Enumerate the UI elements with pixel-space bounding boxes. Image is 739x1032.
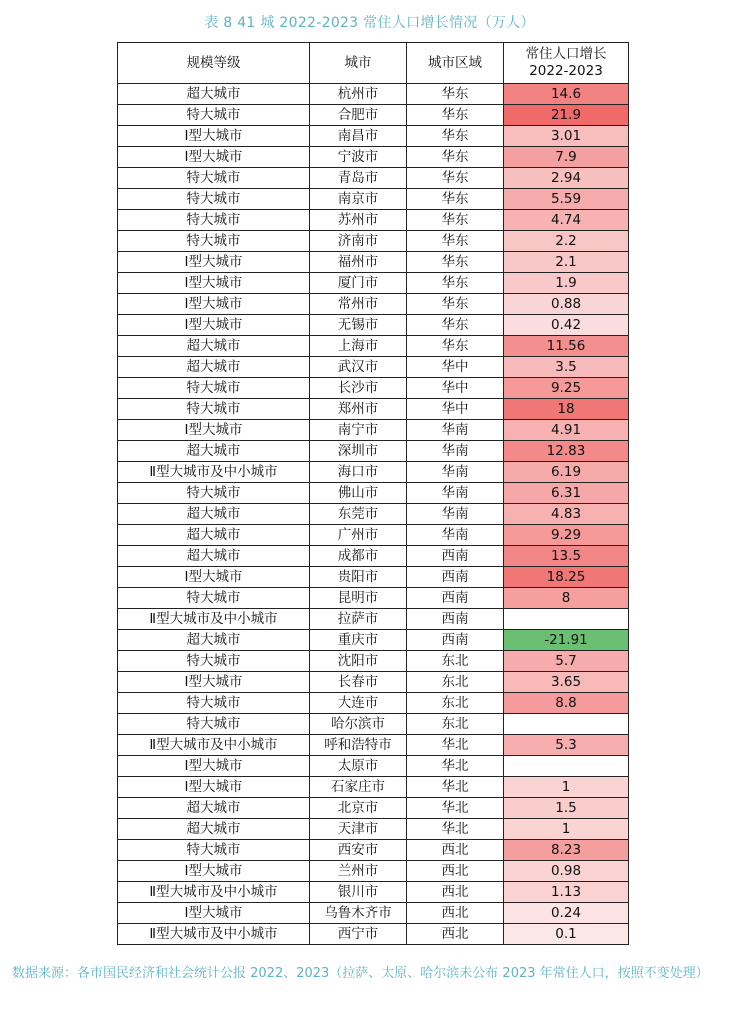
growth-cell: 2.1 — [504, 252, 629, 273]
growth-cell — [504, 714, 629, 735]
tier-cell: Ⅱ型大城市及中小城市 — [118, 609, 310, 630]
growth-cell: 0.1 — [504, 924, 629, 945]
city-cell: 常州市 — [310, 294, 407, 315]
tier-cell: 超大城市 — [118, 84, 310, 105]
growth-cell: 1 — [504, 819, 629, 840]
tier-cell: 特大城市 — [118, 399, 310, 420]
tier-cell: Ⅰ型大城市 — [118, 315, 310, 336]
growth-cell: 6.19 — [504, 462, 629, 483]
growth-cell: 5.7 — [504, 651, 629, 672]
tier-cell: 超大城市 — [118, 630, 310, 651]
table-row — [118, 336, 629, 357]
growth-cell: 3.01 — [504, 126, 629, 147]
city-cell: 沈阳市 — [310, 651, 407, 672]
growth-cell: 8.23 — [504, 840, 629, 861]
table-row — [118, 756, 629, 777]
table-row — [118, 924, 629, 945]
tier-cell: Ⅰ型大城市 — [118, 147, 310, 168]
table-row — [118, 210, 629, 231]
tier-cell: 特大城市 — [118, 210, 310, 231]
region-cell: 西北 — [407, 924, 504, 945]
city-cell: 无锡市 — [310, 315, 407, 336]
growth-cell: 18 — [504, 399, 629, 420]
city-cell: 苏州市 — [310, 210, 407, 231]
city-cell: 济南市 — [310, 231, 407, 252]
region-cell: 华东 — [407, 210, 504, 231]
table-row — [118, 840, 629, 861]
growth-cell: 0.24 — [504, 903, 629, 924]
city-cell: 兰州市 — [310, 861, 407, 882]
header-growth-line2: 2022-2023 — [529, 63, 603, 79]
table-row — [118, 294, 629, 315]
tier-cell: 特大城市 — [118, 693, 310, 714]
table-row — [118, 441, 629, 462]
region-cell: 华北 — [407, 798, 504, 819]
region-cell: 华南 — [407, 504, 504, 525]
tier-cell: 特大城市 — [118, 588, 310, 609]
tier-cell: 超大城市 — [118, 336, 310, 357]
region-cell: 华北 — [407, 735, 504, 756]
tier-cell: Ⅰ型大城市 — [118, 903, 310, 924]
tier-cell: Ⅱ型大城市及中小城市 — [118, 462, 310, 483]
city-cell: 呼和浩特市 — [310, 735, 407, 756]
table-row — [118, 378, 629, 399]
growth-cell: 11.56 — [504, 336, 629, 357]
table-row — [118, 252, 629, 273]
table-row — [118, 714, 629, 735]
growth-cell: 9.29 — [504, 525, 629, 546]
table-row — [118, 399, 629, 420]
growth-cell: 5.3 — [504, 735, 629, 756]
city-cell: 青岛市 — [310, 168, 407, 189]
city-cell: 北京市 — [310, 798, 407, 819]
tier-cell: 特大城市 — [118, 231, 310, 252]
region-cell: 华北 — [407, 819, 504, 840]
region-cell: 华东 — [407, 315, 504, 336]
city-cell: 乌鲁木齐市 — [310, 903, 407, 924]
growth-cell: 0.88 — [504, 294, 629, 315]
table-row — [118, 462, 629, 483]
tier-cell: 超大城市 — [118, 504, 310, 525]
header-tier: 规模等级 — [118, 43, 310, 84]
population-growth-table — [117, 42, 629, 945]
tier-cell: Ⅰ型大城市 — [118, 756, 310, 777]
table-row — [118, 567, 629, 588]
region-cell: 华东 — [407, 126, 504, 147]
growth-cell: 1.13 — [504, 882, 629, 903]
city-cell: 上海市 — [310, 336, 407, 357]
growth-cell: 1.9 — [504, 273, 629, 294]
table-row — [118, 672, 629, 693]
table-row — [118, 861, 629, 882]
region-cell: 东北 — [407, 693, 504, 714]
tier-cell: Ⅰ型大城市 — [118, 672, 310, 693]
city-cell: 宁波市 — [310, 147, 407, 168]
city-cell: 海口市 — [310, 462, 407, 483]
tier-cell: 特大城市 — [118, 651, 310, 672]
region-cell: 华中 — [407, 357, 504, 378]
city-cell: 哈尔滨市 — [310, 714, 407, 735]
table-row — [118, 588, 629, 609]
region-cell: 华南 — [407, 483, 504, 504]
growth-cell: 0.98 — [504, 861, 629, 882]
tier-cell: Ⅱ型大城市及中小城市 — [118, 735, 310, 756]
region-cell: 华东 — [407, 231, 504, 252]
city-cell: 石家庄市 — [310, 777, 407, 798]
growth-cell: 6.31 — [504, 483, 629, 504]
region-cell: 华东 — [407, 147, 504, 168]
city-cell: 银川市 — [310, 882, 407, 903]
region-cell: 西南 — [407, 546, 504, 567]
growth-cell: 1.5 — [504, 798, 629, 819]
region-cell: 西南 — [407, 630, 504, 651]
tier-cell: Ⅰ型大城市 — [118, 567, 310, 588]
table-header — [118, 43, 629, 84]
growth-cell: 0.42 — [504, 315, 629, 336]
table-row — [118, 147, 629, 168]
region-cell: 华东 — [407, 105, 504, 126]
tier-cell: 超大城市 — [118, 798, 310, 819]
tier-cell: 特大城市 — [118, 378, 310, 399]
tier-cell: Ⅰ型大城市 — [118, 294, 310, 315]
region-cell: 西北 — [407, 861, 504, 882]
city-cell: 昆明市 — [310, 588, 407, 609]
growth-cell: 14.6 — [504, 84, 629, 105]
table-row — [118, 525, 629, 546]
tier-cell: 超大城市 — [118, 441, 310, 462]
table-title: 表 8 41 城 2022-2023 常住人口增长情况（万人） — [204, 15, 535, 31]
table-row — [118, 882, 629, 903]
table-row — [118, 903, 629, 924]
city-cell: 大连市 — [310, 693, 407, 714]
city-cell: 西安市 — [310, 840, 407, 861]
region-cell: 东北 — [407, 714, 504, 735]
growth-cell: 1 — [504, 777, 629, 798]
region-cell: 华南 — [407, 441, 504, 462]
tier-cell: Ⅱ型大城市及中小城市 — [118, 924, 310, 945]
region-cell: 东北 — [407, 672, 504, 693]
growth-cell: 3.65 — [504, 672, 629, 693]
table-row — [118, 777, 629, 798]
table-row — [118, 357, 629, 378]
table-row — [118, 546, 629, 567]
tier-cell: 超大城市 — [118, 819, 310, 840]
growth-cell — [504, 609, 629, 630]
city-cell: 东莞市 — [310, 504, 407, 525]
growth-cell: 21.9 — [504, 105, 629, 126]
city-cell: 福州市 — [310, 252, 407, 273]
table-row — [118, 798, 629, 819]
growth-cell: -21.91 — [504, 630, 629, 651]
growth-cell: 2.94 — [504, 168, 629, 189]
growth-cell — [504, 756, 629, 777]
tier-cell: 特大城市 — [118, 105, 310, 126]
region-cell: 华南 — [407, 420, 504, 441]
tier-cell: 超大城市 — [118, 525, 310, 546]
city-cell: 长沙市 — [310, 378, 407, 399]
tier-cell: 超大城市 — [118, 546, 310, 567]
city-cell: 长春市 — [310, 672, 407, 693]
city-cell: 西宁市 — [310, 924, 407, 945]
table-row — [118, 231, 629, 252]
city-cell: 成都市 — [310, 546, 407, 567]
region-cell: 华东 — [407, 294, 504, 315]
table-row — [118, 168, 629, 189]
city-cell: 厦门市 — [310, 273, 407, 294]
growth-cell: 4.83 — [504, 504, 629, 525]
header-region: 城市区域 — [407, 43, 504, 84]
table-row — [118, 651, 629, 672]
region-cell: 华南 — [407, 462, 504, 483]
region-cell: 华北 — [407, 777, 504, 798]
tier-cell: Ⅰ型大城市 — [118, 420, 310, 441]
growth-cell: 4.74 — [504, 210, 629, 231]
region-cell: 华中 — [407, 399, 504, 420]
region-cell: 西北 — [407, 840, 504, 861]
growth-cell: 18.25 — [504, 567, 629, 588]
tier-cell: 超大城市 — [118, 357, 310, 378]
table-row — [118, 105, 629, 126]
city-cell: 南京市 — [310, 189, 407, 210]
tier-cell: 特大城市 — [118, 189, 310, 210]
city-cell: 贵阳市 — [310, 567, 407, 588]
table-row — [118, 420, 629, 441]
region-cell: 华东 — [407, 189, 504, 210]
tier-cell: Ⅰ型大城市 — [118, 273, 310, 294]
region-cell: 西北 — [407, 903, 504, 924]
region-cell: 华东 — [407, 336, 504, 357]
table-row — [118, 693, 629, 714]
growth-cell: 8 — [504, 588, 629, 609]
city-cell: 郑州市 — [310, 399, 407, 420]
tier-cell: Ⅱ型大城市及中小城市 — [118, 882, 310, 903]
region-cell: 华东 — [407, 273, 504, 294]
city-cell: 拉萨市 — [310, 609, 407, 630]
city-cell: 重庆市 — [310, 630, 407, 651]
city-cell: 南宁市 — [310, 420, 407, 441]
source-note: 数据来源：各市国民经济和社会统计公报 2022、2023（拉萨、太原、哈尔滨未公布 2023 年常住人口，按照不变处理） — [12, 966, 709, 981]
region-cell: 东北 — [407, 651, 504, 672]
city-cell: 深圳市 — [310, 441, 407, 462]
region-cell: 华北 — [407, 756, 504, 777]
header-growth — [504, 43, 629, 84]
city-cell: 太原市 — [310, 756, 407, 777]
table-row — [118, 273, 629, 294]
region-cell: 华南 — [407, 525, 504, 546]
city-cell: 杭州市 — [310, 84, 407, 105]
growth-cell: 12.83 — [504, 441, 629, 462]
table-row — [118, 504, 629, 525]
region-cell: 华东 — [407, 168, 504, 189]
growth-cell: 9.25 — [504, 378, 629, 399]
region-cell: 西南 — [407, 567, 504, 588]
table-row — [118, 315, 629, 336]
table-row — [118, 126, 629, 147]
header-city: 城市 — [310, 43, 407, 84]
header-growth-line1: 常住人口增长 — [525, 46, 607, 62]
tier-cell: 特大城市 — [118, 483, 310, 504]
region-cell: 华东 — [407, 84, 504, 105]
growth-cell: 13.5 — [504, 546, 629, 567]
table-row — [118, 609, 629, 630]
growth-cell: 2.2 — [504, 231, 629, 252]
city-cell: 合肥市 — [310, 105, 407, 126]
growth-cell: 8.8 — [504, 693, 629, 714]
growth-cell: 5.59 — [504, 189, 629, 210]
region-cell: 西南 — [407, 588, 504, 609]
tier-cell: 特大城市 — [118, 714, 310, 735]
city-cell: 天津市 — [310, 819, 407, 840]
table-row — [118, 735, 629, 756]
growth-cell: 3.5 — [504, 357, 629, 378]
region-cell: 西北 — [407, 882, 504, 903]
tier-cell: 特大城市 — [118, 840, 310, 861]
tier-cell: 特大城市 — [118, 168, 310, 189]
table-row — [118, 84, 629, 105]
city-cell: 广州市 — [310, 525, 407, 546]
region-cell: 西南 — [407, 609, 504, 630]
city-cell: 南昌市 — [310, 126, 407, 147]
tier-cell: Ⅰ型大城市 — [118, 861, 310, 882]
table-row — [118, 630, 629, 651]
growth-cell: 7.9 — [504, 147, 629, 168]
region-cell: 华中 — [407, 378, 504, 399]
city-cell: 佛山市 — [310, 483, 407, 504]
table-body — [118, 84, 629, 945]
table-row — [118, 189, 629, 210]
tier-cell: Ⅰ型大城市 — [118, 252, 310, 273]
tier-cell: Ⅰ型大城市 — [118, 777, 310, 798]
region-cell: 华东 — [407, 252, 504, 273]
table-row — [118, 483, 629, 504]
city-cell: 武汉市 — [310, 357, 407, 378]
table-row — [118, 819, 629, 840]
tier-cell: Ⅰ型大城市 — [118, 126, 310, 147]
header-row — [118, 43, 629, 84]
growth-cell: 4.91 — [504, 420, 629, 441]
